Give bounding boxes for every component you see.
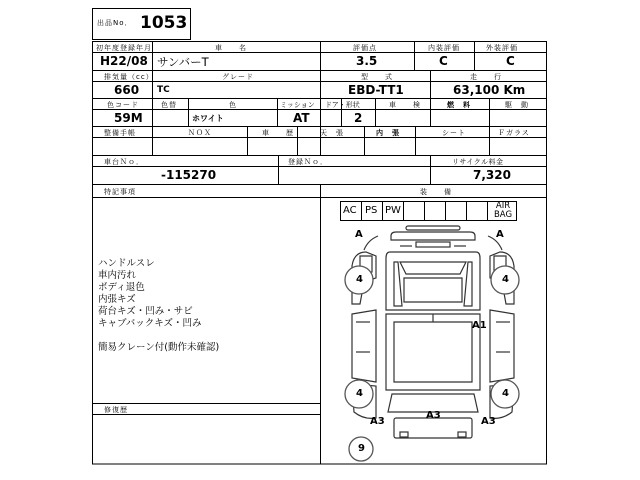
mission-label: ミッション <box>280 101 315 109</box>
vehicle-diagram <box>320 222 546 464</box>
equipment-ac: AC <box>343 205 357 216</box>
mark-top-left: A <box>355 229 363 240</box>
equipment-label: 装 備 <box>420 188 452 196</box>
door-value: 2 <box>354 111 363 125</box>
front-grille <box>416 242 450 247</box>
cargo-bed <box>386 314 480 390</box>
mark-tire-rear-right: 4 <box>502 388 509 399</box>
remark-line: 内張キズ <box>98 294 136 305</box>
color-value: ホワイト <box>192 114 224 123</box>
car-name-label: 車 名 <box>215 44 247 52</box>
seat-label: シート <box>442 129 466 137</box>
registration-label: 初年度登録年月 <box>96 44 152 52</box>
remark-line: ボディ退色 <box>98 282 145 293</box>
mark-bed-side: A1 <box>472 320 487 331</box>
equipment-airbag: AIR BAG <box>493 201 513 220</box>
equipment-ps: PS <box>365 205 378 216</box>
interior-trim-label: 内 張 <box>376 129 400 137</box>
lot-number: 1053 <box>140 13 188 33</box>
mission-value: AT <box>293 111 310 125</box>
interior-score-value: C <box>439 54 448 68</box>
regno-label: 登録Ｎｏ． <box>288 158 328 166</box>
right-side-bed <box>490 310 514 382</box>
model-label: 型 式 <box>361 73 393 81</box>
remark-line: 荷台キズ・凹み・サビ <box>98 306 193 317</box>
mark-tire-rear-left: 4 <box>356 388 363 399</box>
score-label: 評価点 <box>353 44 377 52</box>
mark-spare: 9 <box>358 443 365 454</box>
recycle-value: 7,320 <box>473 168 511 182</box>
mark-rear-center: A3 <box>426 410 441 421</box>
grade-value: TC <box>157 85 170 95</box>
remark-line: キャブバックキズ・凹み <box>98 318 202 329</box>
manual-label: 整備手帳 <box>104 129 136 137</box>
remarks-label: 特記事項 <box>104 188 136 196</box>
remark-line: 車内汚れ <box>98 270 137 281</box>
mark-top-right: A <box>496 229 504 240</box>
remark-line: 簡易クレーン付(動作未確認) <box>98 342 220 353</box>
color-code-label: 色コード <box>107 101 139 109</box>
grade-label: グレード <box>222 73 254 81</box>
inspection-label: 車 検 <box>389 101 421 109</box>
recycle-label: リサイクル料金 <box>452 158 504 166</box>
exterior-score-label: 外装評価 <box>486 44 518 52</box>
color-code-value: 59M <box>114 111 143 125</box>
chassis-value: -115270 <box>161 168 217 182</box>
score-value: 3.5 <box>356 54 378 68</box>
fuel-label: 燃 料 <box>447 101 471 109</box>
front-bumper <box>391 232 475 240</box>
displacement-value: 660 <box>114 83 140 97</box>
exterior-score-value: C <box>506 54 515 68</box>
mark-rear-right-corner: A3 <box>481 416 496 427</box>
mark-rear-left-corner: A3 <box>370 416 385 427</box>
repair-history-label: 修復歴 <box>104 406 128 414</box>
mark-tire-front-left: 4 <box>356 274 363 285</box>
mark-tire-front-right: 4 <box>502 274 509 285</box>
equipment-pw: PW <box>385 205 401 216</box>
glass-label: Ｆガラス <box>498 129 530 137</box>
windshield <box>400 262 466 274</box>
lot-label: 出品No． <box>97 19 133 27</box>
displacement-label: 排気量（cc） <box>104 73 154 81</box>
door-label: ドア・形状 <box>325 101 360 109</box>
car-name-value: サンバーT <box>157 55 209 69</box>
remark-line: ハンドルスレ <box>98 258 155 269</box>
sunroof-label: 天 張 <box>320 129 344 137</box>
drive-label: 駆 動 <box>505 101 529 109</box>
chassis-label: 車台Ｎｏ． <box>104 158 144 166</box>
nox-label: ＮＯＸ <box>188 129 212 137</box>
mileage-label: 走 行 <box>470 73 502 81</box>
registration-value: H22/08 <box>100 54 148 68</box>
mileage-value: 63,100 Km <box>453 83 526 97</box>
interior-score-label: 内装評価 <box>428 44 460 52</box>
color-label: 色 <box>229 101 237 109</box>
left-side-bed <box>352 310 376 382</box>
history-label: 車 歴 <box>262 129 294 137</box>
color-change-label: 色替 <box>161 101 177 109</box>
model-value: EBD-TT1 <box>348 83 404 97</box>
